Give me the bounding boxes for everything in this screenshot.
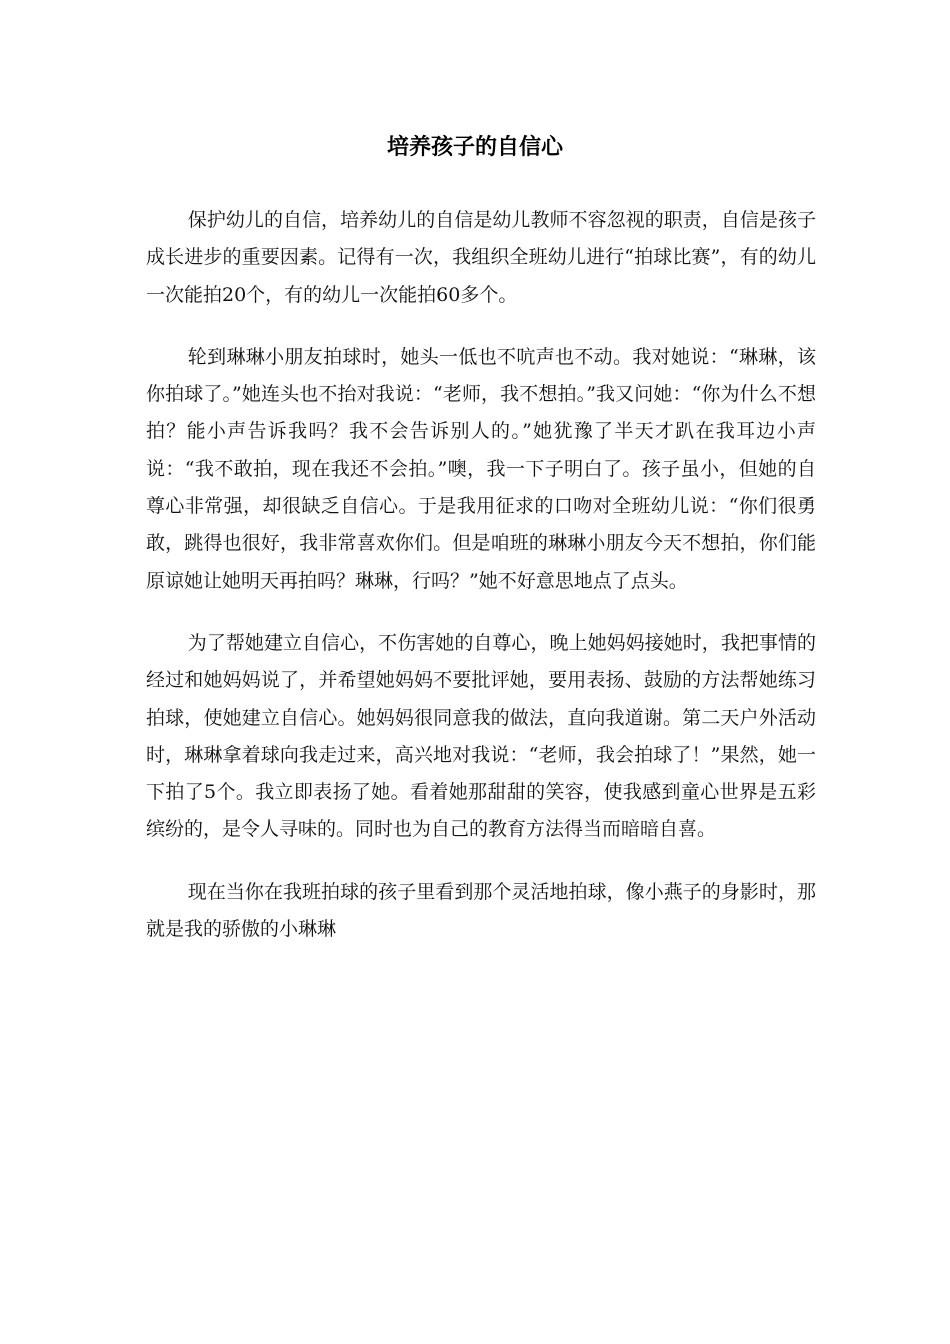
paragraph-2: 轮到琳琳小朋友拍球时，她头一低也不吭声也不动。我对她说：“琳琳，该你拍球了。”她连头也不抬对我说：“老师，我不想拍。”我又问她：“你为什么不想拍？能小声告诉我吗？我不会告诉别人的。”她犹豫了半天才趴在我耳边小声说：“我不敢拍，现在我还不会拍。”噢，我一下子明白了。孩子虽小，但她的自尊心非常强，却很缺乏自信心。于是我用征求的口吻对全班幼儿说：“你们很勇敢，跳得也很好，我非常喜欢你们。但是咱班的琳琳小朋友今天不想拍，你们能原谅她让她明天再拍吗？琳琳，行吗？”她不好意思地点了点头。 [146,345,816,592]
paragraph-4: 现在当你在我班拍球的孩子里看到那个灵活地拍球，像小燕子的身影时，那就是我的骄傲的小琳琳 [146,880,816,941]
page-title: 培养孩子的自信心 [386,135,563,160]
paragraph-3: 为了帮她建立自信心，不伤害她的自尊心，晚上她妈妈接她时，我把事情的经过和她妈妈说了，并希望她妈妈不要批评她，要用表扬、鼓励的方法帮她练习拍球，使她建立自信心。她妈妈很同意我的做法，直向我道谢。第二天户外活动时，琳琳拿着球向我走过来，高兴地对我说：“老师，我会拍球了！”果然，她一下拍了5个。我立即表扬了她。看着她那甜甜的笑容，使我感到童心世界是五彩缤纷的，是令人寻味的。同时也为自己的教育方法得当而暗暗自喜。 [146,631,816,841]
paragraph-1: 保护幼儿的自信，培养幼儿的自信是幼儿教师不容忽视的职责，自信是孩子成长进步的重要因素。记得有一次，我组织全班幼儿进行“拍球比赛”，有的幼儿一次能拍20个，有的幼儿一次能拍60多个。 [146,209,816,306]
article-body [146,202,816,948]
